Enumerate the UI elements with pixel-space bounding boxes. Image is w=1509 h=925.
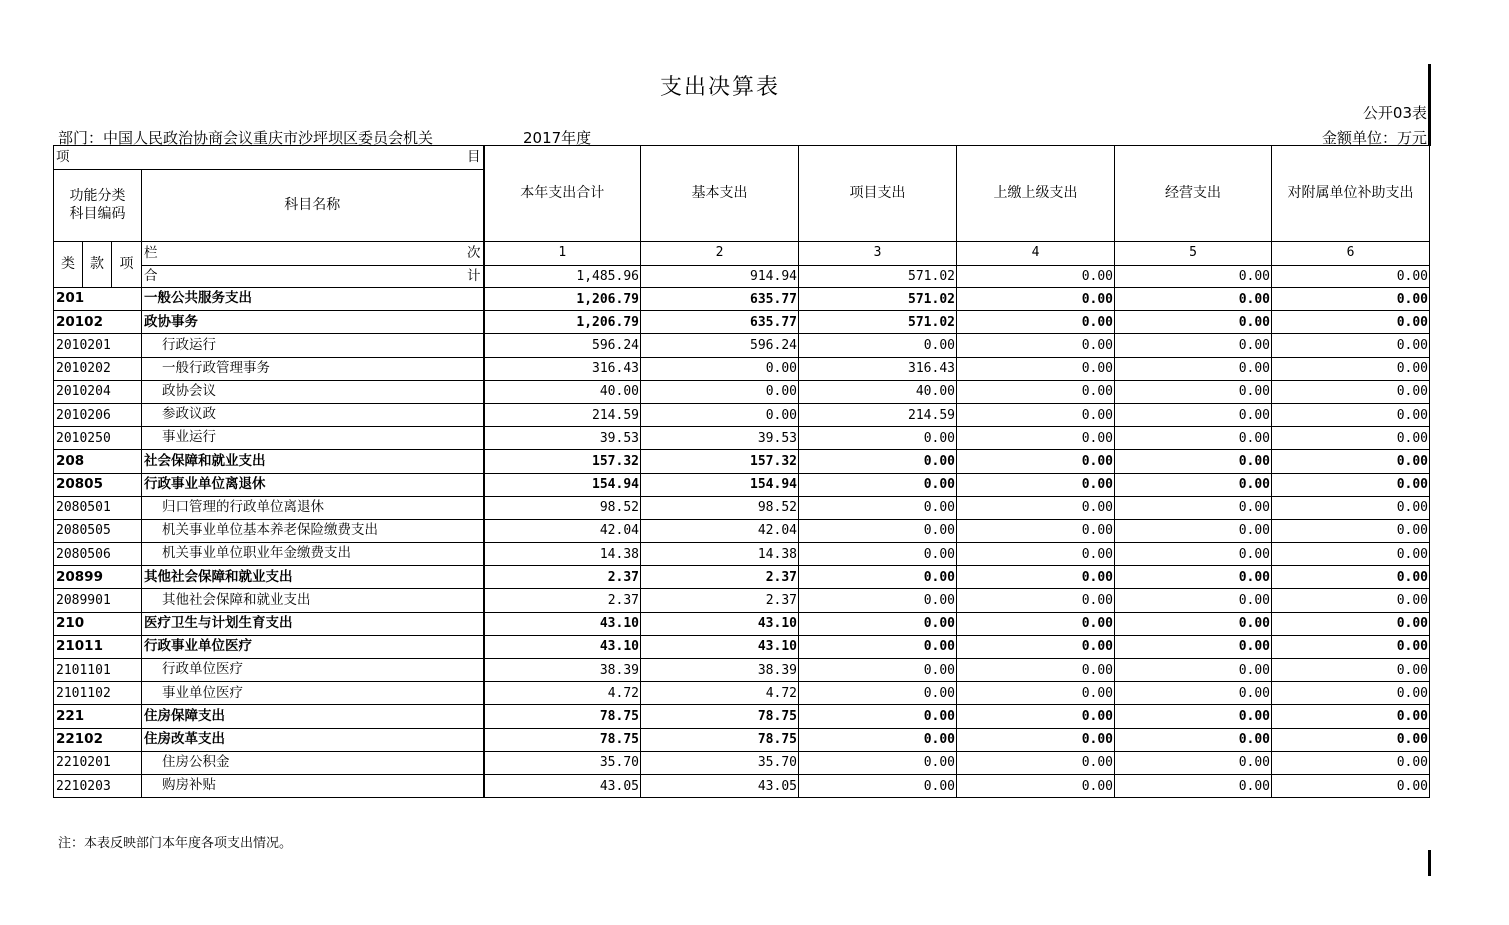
amount-cell: 0.00 [1115, 427, 1272, 450]
col-header-3: 项目支出 [799, 146, 957, 242]
amount-cell: 0.00 [1272, 380, 1430, 403]
subject-code: 2010201 [54, 334, 142, 357]
total-label-cell [142, 266, 484, 288]
subject-name: 住房公积金 [142, 751, 484, 774]
page-edge-mark-bottom [1428, 850, 1431, 876]
table-row [54, 473, 1430, 496]
subject-name: 其他社会保障和就业支出 [142, 566, 484, 589]
subject-code: 210 [54, 612, 142, 635]
col-number-2: 2 [641, 242, 799, 266]
amount-cell: 43.05 [484, 774, 641, 797]
amount-cell: 596.24 [484, 334, 641, 357]
subject-name: 购房补贴 [142, 774, 484, 797]
amount-cell: 40.00 [799, 380, 957, 403]
amount-cell: 0.00 [1272, 659, 1430, 682]
he-label: 合 [144, 267, 158, 284]
amount-cell: 157.32 [641, 450, 799, 473]
amount-cell: 214.59 [799, 403, 957, 426]
amount-cell: 0.00 [957, 519, 1115, 542]
department-label: 部门：中国人民政治协商会议重庆市沙坪坝区委员会机关 [58, 129, 434, 147]
amount-cell: 0.00 [1115, 473, 1272, 496]
amount-cell: 0.00 [1272, 705, 1430, 728]
amount-cell: 2.37 [641, 589, 799, 612]
table-row [54, 427, 1430, 450]
table-row [54, 496, 1430, 519]
amount-cell: 0.00 [1115, 612, 1272, 635]
col-number-1: 1 [484, 242, 641, 266]
amount-cell: 14.38 [484, 543, 641, 566]
ci-label: 次 [467, 244, 481, 261]
page-title: 支出决算表 [659, 75, 780, 100]
amount-cell: 0.00 [799, 496, 957, 519]
table-row [54, 311, 1430, 334]
col-number-3: 3 [799, 242, 957, 266]
amount-cell: 0.00 [1272, 635, 1430, 658]
amount-cell: 316.43 [484, 357, 641, 380]
subject-name: 行政事业单位离退休 [142, 473, 484, 496]
amount-cell: 0.00 [957, 728, 1115, 751]
col-header-2: 基本支出 [641, 146, 799, 242]
amount-cell: 0.00 [799, 682, 957, 705]
amount-cell: 14.38 [641, 543, 799, 566]
amount-cell: 0.00 [1115, 566, 1272, 589]
amount-cell: 0.00 [799, 705, 957, 728]
expenditure-table [53, 145, 1430, 798]
amount-cell: 0.00 [957, 380, 1115, 403]
amount-cell: 635.77 [641, 288, 799, 311]
subject-code: 22102 [54, 728, 142, 751]
amount-cell: 38.39 [484, 659, 641, 682]
amount-cell: 98.52 [484, 496, 641, 519]
amount-cell: 0.00 [1272, 288, 1430, 311]
amount-cell: 0.00 [1115, 682, 1272, 705]
amount-cell: 43.10 [484, 612, 641, 635]
amount-cell: 0.00 [957, 403, 1115, 426]
amount-cell: 43.10 [641, 635, 799, 658]
amount-cell: 0.00 [1272, 311, 1430, 334]
subject-name: 其他社会保障和就业支出 [142, 589, 484, 612]
subject-code: 21011 [54, 635, 142, 658]
total-value-3: 571.02 [799, 266, 957, 288]
amount-cell: 0.00 [641, 357, 799, 380]
amount-cell: 0.00 [799, 566, 957, 589]
subject-code: 201 [54, 288, 142, 311]
amount-cell: 0.00 [957, 450, 1115, 473]
amount-cell: 154.94 [484, 473, 641, 496]
amount-cell: 0.00 [799, 659, 957, 682]
amount-cell: 0.00 [1115, 519, 1272, 542]
subject-code: 2080506 [54, 543, 142, 566]
amount-cell: 39.53 [484, 427, 641, 450]
amount-cell: 40.00 [484, 380, 641, 403]
amount-cell: 0.00 [1115, 635, 1272, 658]
table-row [54, 519, 1430, 542]
amount-cell: 0.00 [1272, 357, 1430, 380]
col-number-4: 4 [957, 242, 1115, 266]
subject-code: 2010202 [54, 357, 142, 380]
amount-cell: 0.00 [1115, 705, 1272, 728]
amount-cell: 571.02 [799, 288, 957, 311]
amount-cell: 35.70 [484, 751, 641, 774]
subject-name: 行政单位医疗 [142, 659, 484, 682]
amount-cell: 43.05 [641, 774, 799, 797]
amount-cell: 0.00 [1272, 774, 1430, 797]
subject-code: 2101101 [54, 659, 142, 682]
page-edge-mark-top [1428, 64, 1431, 146]
amount-cell: 0.00 [1115, 288, 1272, 311]
subject-code: 2080501 [54, 496, 142, 519]
subject-code: 2080505 [54, 519, 142, 542]
amount-cell: 78.75 [484, 705, 641, 728]
footnote: 注：本表反映部门本年度各项支出情况。 [58, 836, 293, 851]
amount-cell: 0.00 [957, 334, 1115, 357]
amount-cell: 4.72 [484, 682, 641, 705]
amount-cell: 0.00 [1272, 612, 1430, 635]
table-row [54, 635, 1430, 658]
form-number: 公开03表 [1362, 104, 1427, 122]
amount-cell: 0.00 [1115, 774, 1272, 797]
col-header-6: 对附属单位补助支出 [1272, 146, 1430, 242]
amount-cell: 0.00 [1115, 311, 1272, 334]
subject-code: 2010206 [54, 403, 142, 426]
item-header-cell [54, 146, 484, 170]
subject-name: 住房改革支出 [142, 728, 484, 751]
table-row [54, 682, 1430, 705]
table-row [54, 357, 1430, 380]
amount-cell: 0.00 [1272, 543, 1430, 566]
amount-cell: 0.00 [1115, 496, 1272, 519]
subject-code: 2010250 [54, 427, 142, 450]
table-row [54, 403, 1430, 426]
subject-code: 208 [54, 450, 142, 473]
col-header-4: 上缴上级支出 [957, 146, 1115, 242]
amount-cell: 78.75 [641, 705, 799, 728]
table-row [54, 751, 1430, 774]
amount-cell: 0.00 [1115, 751, 1272, 774]
amount-cell: 4.72 [641, 682, 799, 705]
subject-code: 2210201 [54, 751, 142, 774]
subject-code: 221 [54, 705, 142, 728]
amount-cell: 43.10 [484, 635, 641, 658]
subject-code: 20899 [54, 566, 142, 589]
col-number-6: 6 [1272, 242, 1430, 266]
amount-cell: 0.00 [957, 357, 1115, 380]
amount-cell: 0.00 [1115, 728, 1272, 751]
amount-cell: 0.00 [957, 705, 1115, 728]
subject-name: 行政事业单位医疗 [142, 635, 484, 658]
table-row [54, 589, 1430, 612]
subject-code: 20102 [54, 311, 142, 334]
subject-name: 住房保障支出 [142, 705, 484, 728]
amount-cell: 0.00 [799, 728, 957, 751]
amount-cell: 0.00 [1115, 357, 1272, 380]
amount-cell: 78.75 [484, 728, 641, 751]
table-row [54, 334, 1430, 357]
amount-cell: 0.00 [799, 635, 957, 658]
total-value-2: 914.94 [641, 266, 799, 288]
subject-name: 社会保障和就业支出 [142, 450, 484, 473]
fiscal-year: 2017年度 [523, 129, 592, 147]
amount-cell: 0.00 [641, 403, 799, 426]
total-value-6: 0.00 [1272, 266, 1430, 288]
subject-code: 2101102 [54, 682, 142, 705]
amount-cell: 0.00 [957, 427, 1115, 450]
amount-cell: 0.00 [1272, 751, 1430, 774]
lan-label: 栏 [144, 244, 158, 261]
amount-cell: 39.53 [641, 427, 799, 450]
amount-cell: 35.70 [641, 751, 799, 774]
amount-cell: 0.00 [799, 751, 957, 774]
subject-code: 2010204 [54, 380, 142, 403]
item-right-label: 目 [467, 148, 481, 165]
amount-cell: 0.00 [957, 682, 1115, 705]
amount-cell: 0.00 [1115, 380, 1272, 403]
amount-unit: 金额单位：万元 [1321, 129, 1427, 147]
amount-cell: 0.00 [1272, 403, 1430, 426]
amount-cell: 0.00 [799, 519, 957, 542]
amount-cell: 2.37 [484, 566, 641, 589]
table-row [54, 288, 1430, 311]
amount-cell: 157.32 [484, 450, 641, 473]
subject-name: 政协会议 [142, 380, 484, 403]
amount-cell: 0.00 [1272, 450, 1430, 473]
amount-cell: 42.04 [484, 519, 641, 542]
table-row [54, 380, 1430, 403]
amount-cell: 0.00 [1115, 543, 1272, 566]
amount-cell: 596.24 [641, 334, 799, 357]
subject-name: 机关事业单位职业年金缴费支出 [142, 543, 484, 566]
total-value-5: 0.00 [1115, 266, 1272, 288]
subject-name: 一般行政管理事务 [142, 357, 484, 380]
amount-cell: 0.00 [799, 543, 957, 566]
amount-cell: 0.00 [1272, 473, 1430, 496]
amount-cell: 0.00 [1115, 450, 1272, 473]
amount-cell: 635.77 [641, 311, 799, 334]
table-row [54, 659, 1430, 682]
amount-cell: 0.00 [1272, 728, 1430, 751]
lei-header: 类 [54, 242, 83, 288]
subject-name: 机关事业单位基本养老保险缴费支出 [142, 519, 484, 542]
col-header-1: 本年支出合计 [484, 146, 641, 242]
amount-cell: 0.00 [1272, 566, 1430, 589]
amount-cell: 0.00 [1115, 659, 1272, 682]
amount-cell: 0.00 [957, 496, 1115, 519]
subject-name: 行政运行 [142, 334, 484, 357]
amount-cell: 38.39 [641, 659, 799, 682]
amount-cell: 0.00 [799, 450, 957, 473]
amount-cell: 0.00 [957, 543, 1115, 566]
table-row [54, 774, 1430, 797]
amount-cell: 98.52 [641, 496, 799, 519]
amount-cell: 0.00 [799, 473, 957, 496]
amount-cell: 0.00 [1115, 589, 1272, 612]
amount-cell: 214.59 [484, 403, 641, 426]
amount-cell: 0.00 [957, 311, 1115, 334]
subject-name: 归口管理的行政单位离退休 [142, 496, 484, 519]
amount-cell: 0.00 [1272, 682, 1430, 705]
subject-code: 20805 [54, 473, 142, 496]
amount-cell: 0.00 [799, 612, 957, 635]
subject-name: 事业运行 [142, 427, 484, 450]
subject-name: 参政议政 [142, 403, 484, 426]
table-row [54, 728, 1430, 751]
amount-cell: 0.00 [957, 288, 1115, 311]
subject-name: 政协事务 [142, 311, 484, 334]
amount-cell: 42.04 [641, 519, 799, 542]
amount-cell: 571.02 [799, 311, 957, 334]
amount-cell: 316.43 [799, 357, 957, 380]
col-header-5: 经营支出 [1115, 146, 1272, 242]
amount-cell: 0.00 [799, 589, 957, 612]
lan-ci-cell [142, 242, 484, 266]
amount-cell: 0.00 [799, 334, 957, 357]
table-row [54, 450, 1430, 473]
amount-cell: 0.00 [1272, 496, 1430, 519]
amount-cell: 0.00 [1115, 334, 1272, 357]
ji-label: 计 [467, 267, 481, 284]
amount-cell: 0.00 [1272, 334, 1430, 357]
amount-cell: 1,206.79 [484, 311, 641, 334]
amount-cell: 0.00 [957, 751, 1115, 774]
amount-cell: 2.37 [484, 589, 641, 612]
table-row [54, 543, 1430, 566]
amount-cell: 78.75 [641, 728, 799, 751]
table-row [54, 612, 1430, 635]
amount-cell: 0.00 [1272, 427, 1430, 450]
amount-cell: 0.00 [957, 774, 1115, 797]
amount-cell: 0.00 [957, 612, 1115, 635]
kuan-header: 款 [83, 242, 112, 288]
func-code-header: 功能分类 科目编码 [54, 170, 142, 242]
xiang-header: 项 [112, 242, 142, 288]
amount-cell: 0.00 [957, 566, 1115, 589]
amount-cell: 0.00 [957, 589, 1115, 612]
amount-cell: 0.00 [799, 427, 957, 450]
amount-cell: 0.00 [799, 774, 957, 797]
amount-cell: 154.94 [641, 473, 799, 496]
amount-cell: 0.00 [1272, 519, 1430, 542]
item-left-label: 项 [56, 148, 70, 165]
amount-cell: 0.00 [1115, 403, 1272, 426]
amount-cell: 2.37 [641, 566, 799, 589]
amount-cell: 0.00 [641, 380, 799, 403]
total-value-4: 0.00 [957, 266, 1115, 288]
amount-cell: 0.00 [957, 473, 1115, 496]
subject-name: 一般公共服务支出 [142, 288, 484, 311]
amount-cell: 0.00 [957, 635, 1115, 658]
table-row [54, 566, 1430, 589]
subject-name: 事业单位医疗 [142, 682, 484, 705]
subject-code: 2089901 [54, 589, 142, 612]
amount-cell: 43.10 [641, 612, 799, 635]
subject-name-header: 科目名称 [142, 170, 484, 242]
subject-name: 医疗卫生与计划生育支出 [142, 612, 484, 635]
total-value-1: 1,485.96 [484, 266, 641, 288]
amount-cell: 0.00 [957, 659, 1115, 682]
amount-cell: 1,206.79 [484, 288, 641, 311]
amount-cell: 0.00 [1272, 589, 1430, 612]
col-number-5: 5 [1115, 242, 1272, 266]
subject-code: 2210203 [54, 774, 142, 797]
table-row [54, 705, 1430, 728]
